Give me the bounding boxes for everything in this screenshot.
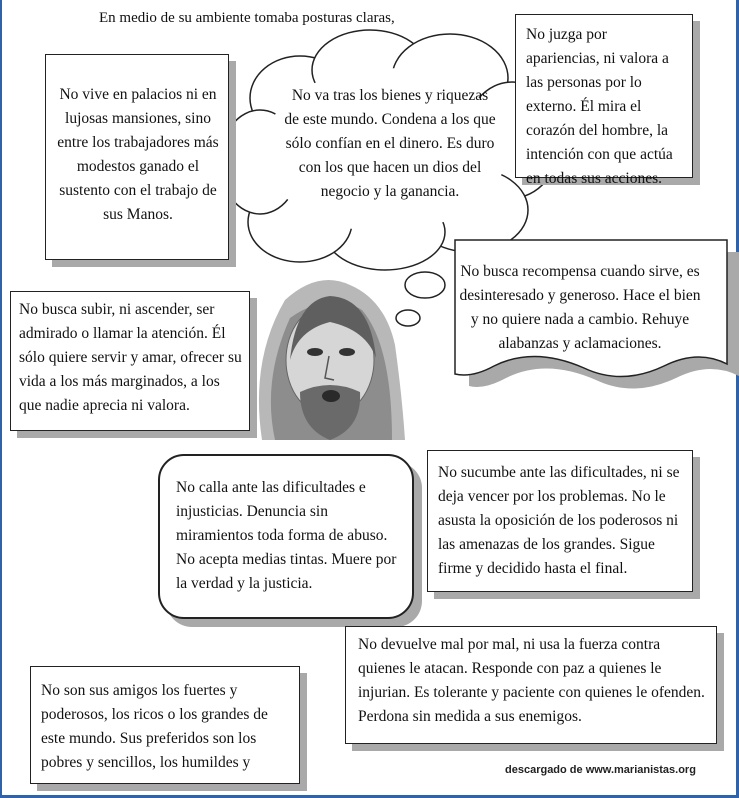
palaces-box: No vive en palacios ni en lujosas mansiones, sino entre los trabajadores más modestos ganado el sustento con el trabajo de sus Manos.: [45, 54, 229, 260]
riches-thought-text: No va tras los bienes y riquezas de este mundo. Condena a los que sólo confían en el dinero. Es duro con los que hacen un dios del negocio y la ganancia.: [284, 87, 496, 200]
jesus-portrait: [259, 280, 405, 440]
evil-box: No devuelve mal por mal, ni usa la fuerza contra quienes le atacan. Responde con paz a quienes le injurian. Es tolerante y paciente con quienes le ofenden. Perdona sin medida a sus enemigos.: [345, 626, 717, 744]
ascend-box: No busca subir, ni ascender, ser admirado o llamar la atención. Él sólo quiere servir y amar, ofrecer su vida a los más marginados, a los que nadie aprecia ni valora.: [10, 291, 250, 431]
reward-scroll-text: No busca recompensa cuando sirve, es desinteresado y generoso. Hace el bien y no quiere nada a cambio. Rehuye alabanzas y aclamaciones.: [459, 263, 701, 352]
friends-box: No son sus amigos los fuertes y poderosos, los ricos o los grandes de este mundo. Sus preferidos son los pobres y sencillos, los humildes y: [30, 666, 300, 784]
footer-credit: descargado de www.marianistas.org: [505, 764, 696, 776]
succumb-box: No sucumbe ante las dificultades, ni se deja vencer por los problemas. No le asusta la oposición de los poderosos ni las amenazas de los grandes. Sigue firme y decidido hasta el final.: [427, 450, 693, 592]
appearances-box: No juzga por apariencias, ni valora a las personas por lo externo. Él mira el corazón del hombre, la intención con que actúa en todas sus acciones.: [515, 14, 693, 178]
page-title: En medio de su ambiente tomaba posturas claras,: [99, 10, 395, 26]
silence-box: No calla ante las dificultades e injusticias. Denuncia sin miramientos toda forma de abuso. No acepta medias tintas. Muere por la verdad y la justicia.: [158, 454, 414, 619]
